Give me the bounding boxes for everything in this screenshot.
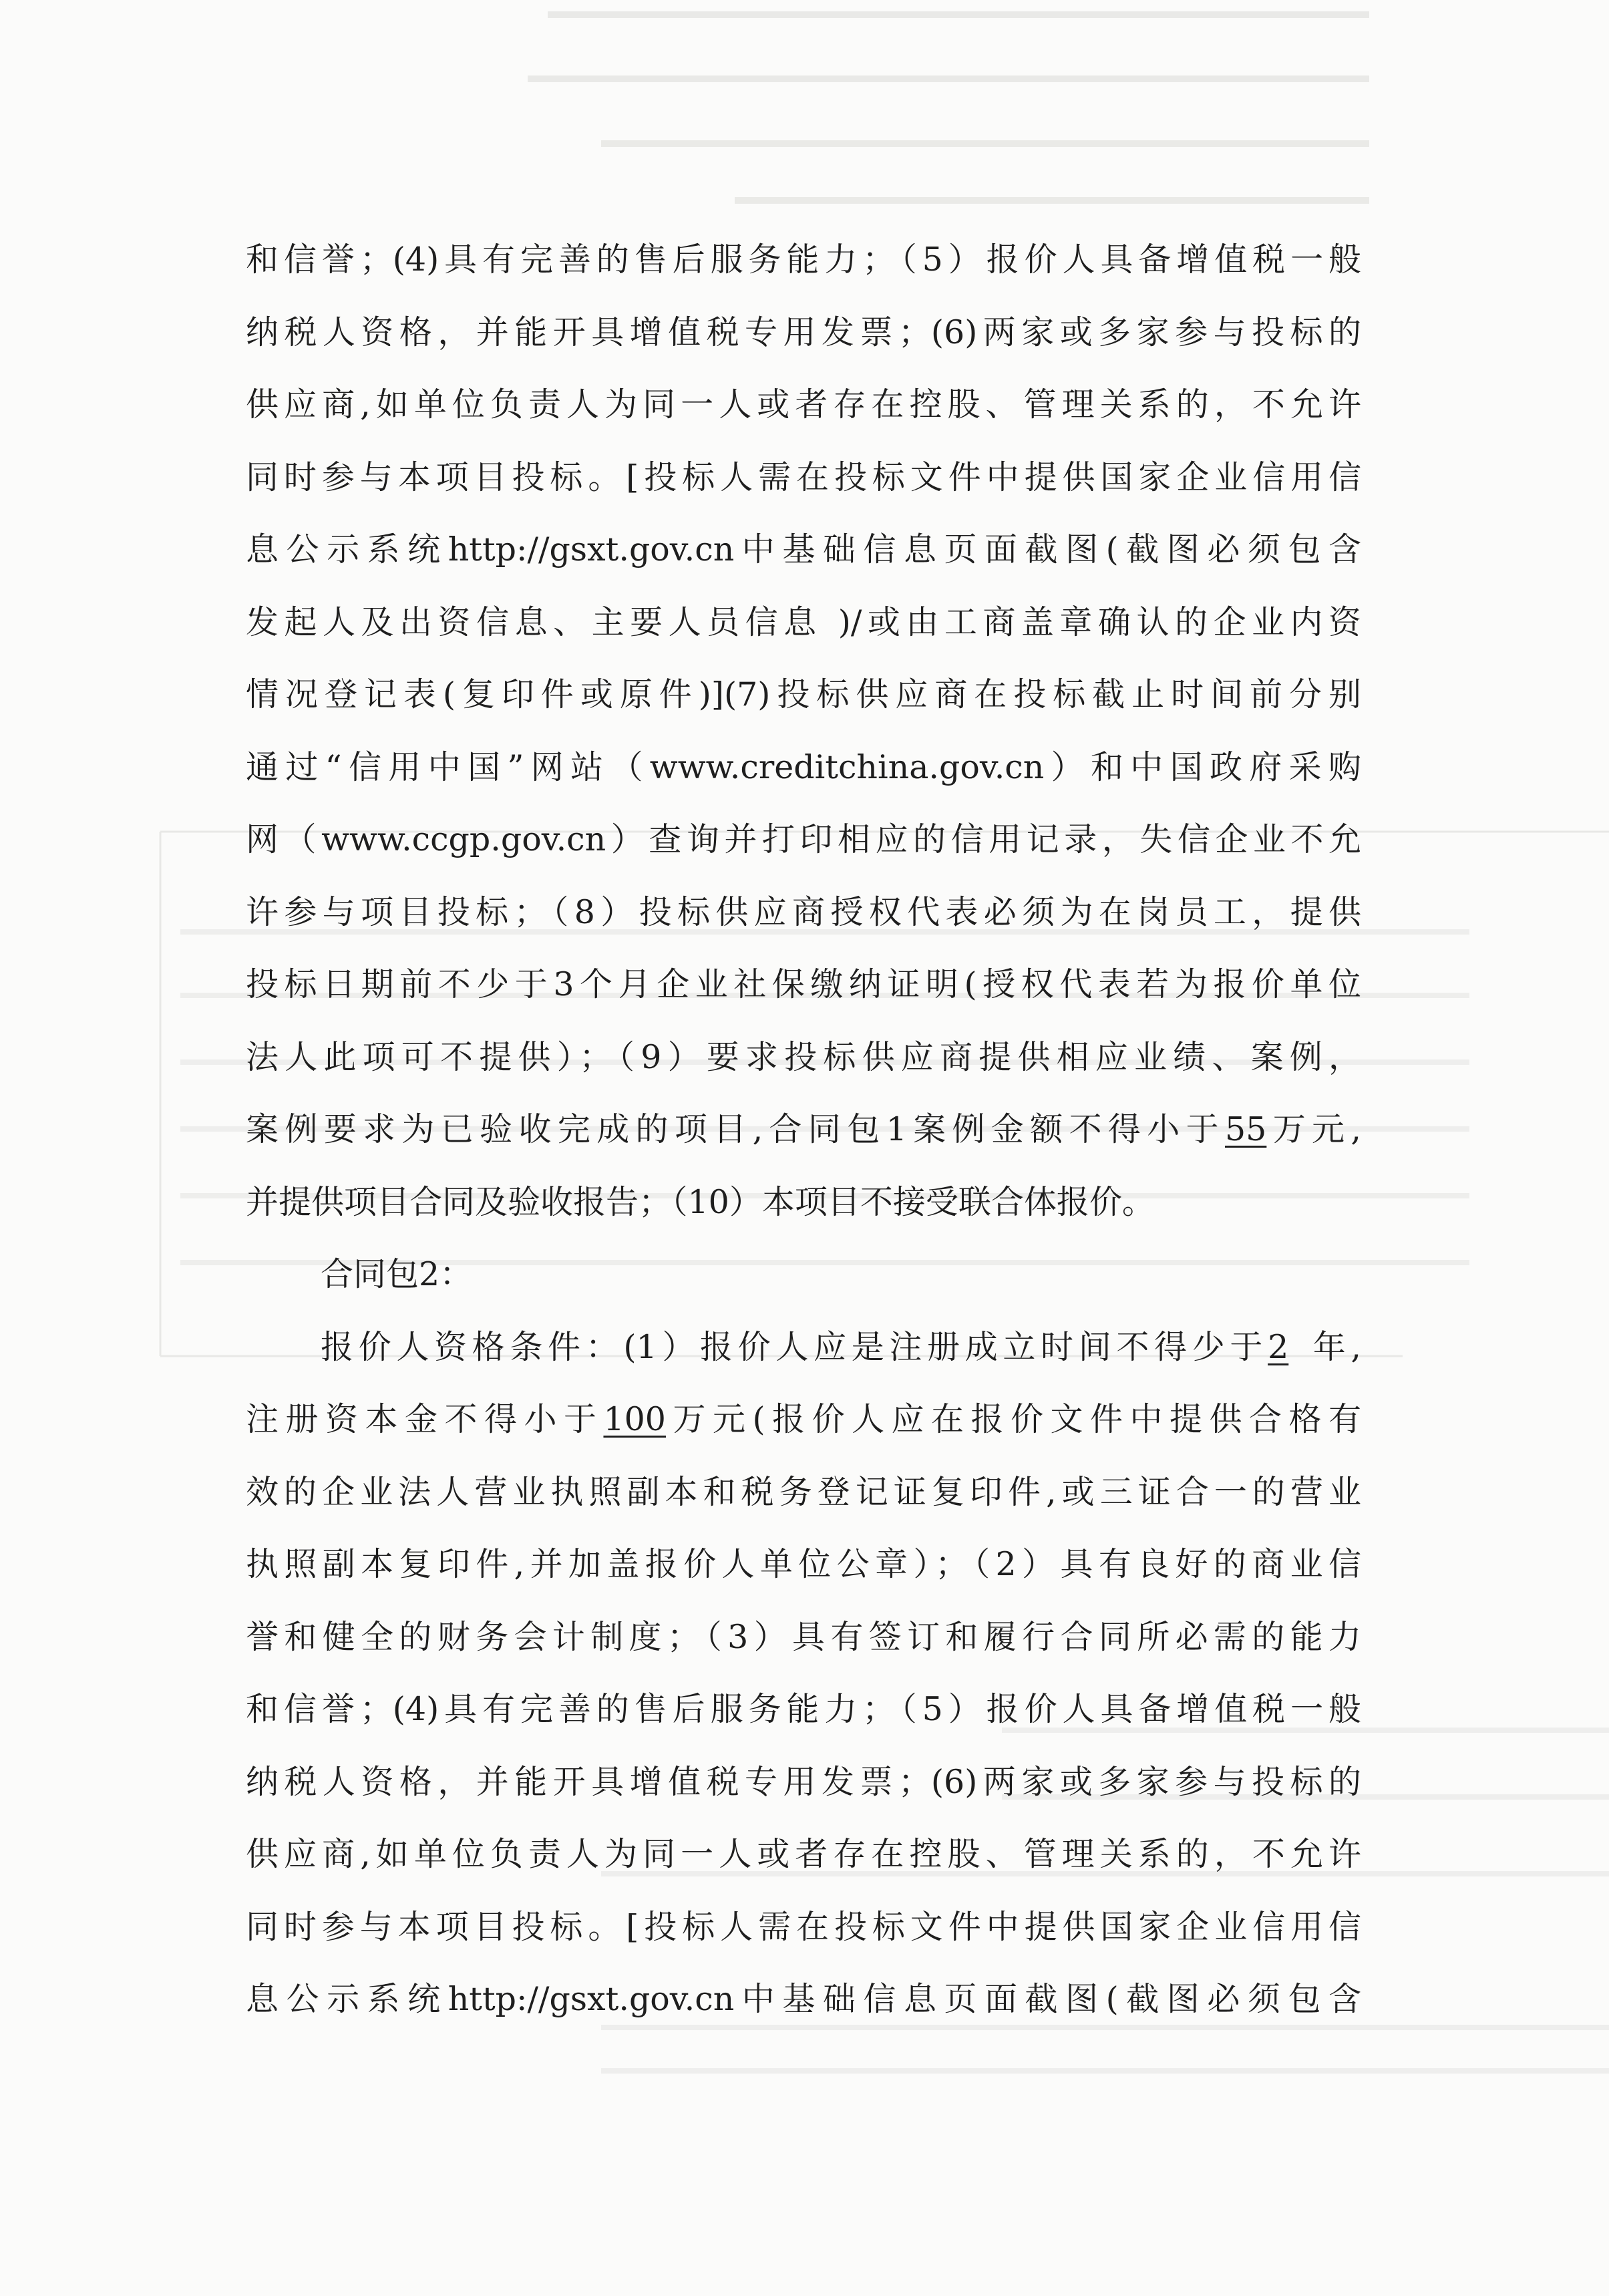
- text-line: 情况登记表(复印件或原件)](7)投标供应商在投标截止时间前分别: [246, 675, 1361, 713]
- text-line-with-amount: [246, 1094, 1361, 1166]
- line-text: 万元,: [1266, 1110, 1361, 1148]
- text-line: 纳税人资格，并能开具增值税专用发票；(6)两家或多家参与投标的: [246, 313, 1361, 351]
- text-line: 投标日期前不少于3个月企业社保缴纳证明(授权代表若为报价单位: [246, 965, 1361, 1003]
- text-line: 息公示系统http://gsxt.gov.cn中基础信息页面截图(截图必须包含: [246, 530, 1361, 568]
- text-line: 同时参与本项目投标。[投标人需在投标文件中提供国家企业信用信: [246, 458, 1361, 496]
- text-line: 誉和健全的财务会计制度；（3）具有签订和履行合同所必需的能力: [246, 1617, 1361, 1656]
- underlined-years: 2: [1268, 1327, 1289, 1366]
- text-line: 效的企业法人营业执照副本和税务登记证复印件,或三证合一的营业: [246, 1472, 1361, 1511]
- text-line: 通过“信用中国”网站（www.creditchina.gov.cn）和中国政府采购: [246, 748, 1361, 786]
- text-line: 和信誉；(4)具有完善的售后服务能力；（5）报价人具备增值税一般: [246, 1690, 1361, 1728]
- line-text: 年,: [1308, 1327, 1361, 1366]
- text-line-with-amount: [246, 1311, 1361, 1384]
- text-line: 发起人及出资信息、主要人员信息 )/或由工商盖章确认的企业内资: [246, 603, 1361, 641]
- text-line-with-amount: [246, 1383, 1361, 1456]
- line-text: 注册资本金不得小于: [246, 1400, 604, 1438]
- line-text: 万元(报价人应在报价文件中提供合格有: [665, 1400, 1361, 1438]
- underlined-amount: 55: [1224, 1110, 1267, 1148]
- line-text: 报价人资格条件：(1）报价人应是注册成立时间不得少于: [321, 1327, 1268, 1366]
- text-line: 网（www.ccgp.gov.cn）查询并打印相应的信用记录，失信企业不允: [246, 820, 1361, 858]
- line-text: 案例要求为已验收完成的项目,合同包1案例金额不得小于: [246, 1110, 1225, 1148]
- text-line: 许参与项目投标；（8）投标供应商授权代表必须为在岗员工，提供: [246, 892, 1361, 931]
- text-line: 供应商,如单位负责人为同一人或者存在控股、管理关系的，不允许: [246, 1835, 1361, 1873]
- text-line: 息公示系统http://gsxt.gov.cn中基础信息页面截图(截图必须包含: [246, 1980, 1361, 2018]
- text-line: 纳税人资格，并能开具增值税专用发票；(6)两家或多家参与投标的: [246, 1762, 1361, 1801]
- text-line: 并提供项目合同及验收报告；（10）本项目不接受联合体报价。: [246, 1182, 1155, 1221]
- text-line: 供应商,如单位负责人为同一人或者存在控股、管理关系的，不允许: [246, 385, 1361, 424]
- text-line: 法人此项可不提供）；（9）要求投标供应商提供相应业绩、案例，: [246, 1037, 1361, 1076]
- body-text: [246, 224, 1361, 2036]
- underlined-capital: 100: [603, 1400, 666, 1438]
- text-line: 执照副本复印件,并加盖报价人单位公章）；（2）具有良好的商业信: [246, 1545, 1361, 1583]
- section-heading: 合同包2：: [321, 1255, 473, 1293]
- text-line: 同时参与本项目投标。[投标人需在投标文件中提供国家企业信用信: [246, 1907, 1361, 1946]
- text-line: 和信誉；(4)具有完善的售后服务能力；（5）报价人具备增值税一般: [246, 240, 1361, 279]
